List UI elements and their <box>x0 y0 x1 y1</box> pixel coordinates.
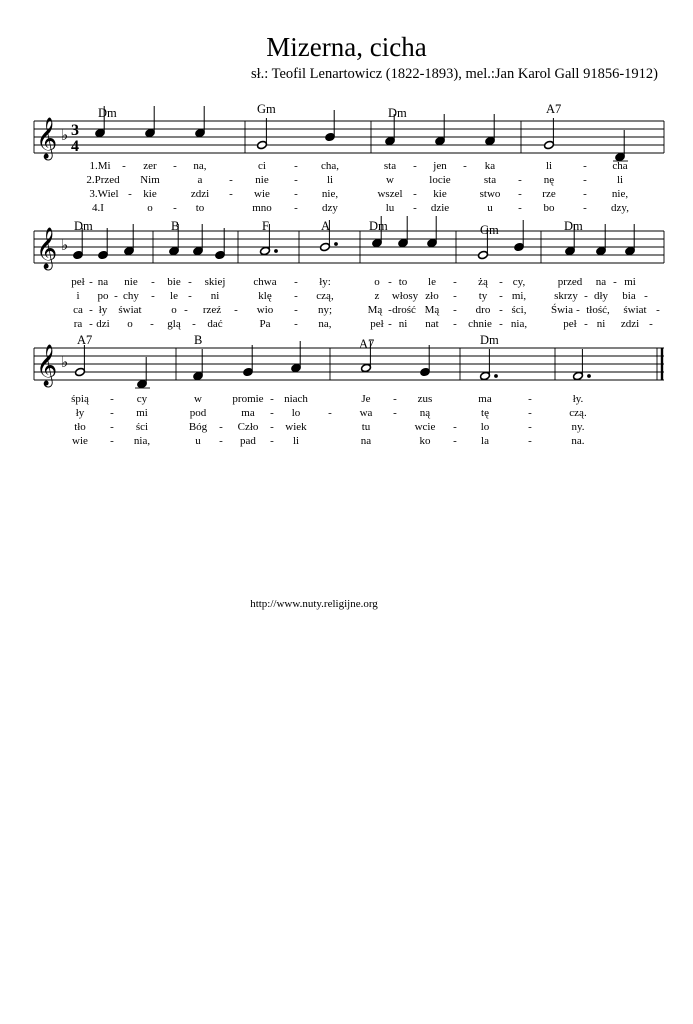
lyric-hyphen: - <box>393 393 397 405</box>
lyric-syllable: bia <box>622 290 636 302</box>
note <box>480 349 498 381</box>
note <box>573 349 591 381</box>
lyric-hyphen: - <box>518 202 522 214</box>
lyric-syllable: ły <box>98 304 108 316</box>
key-signature-flat-icon: ♭ <box>61 236 69 254</box>
lyric-syllable: wa <box>359 407 373 419</box>
lyric-syllable: ni <box>210 290 220 302</box>
lyric-hyphen: - <box>528 407 532 419</box>
treble-clef-icon: 𝄞 <box>36 345 58 386</box>
lyric-syllable: o <box>374 276 380 288</box>
lyric-syllable: cy, <box>512 276 526 288</box>
lyric-syllable: sta <box>483 174 497 186</box>
lyric-hyphen: - <box>219 421 223 433</box>
lyric-syllable: rzeź <box>202 304 222 316</box>
note <box>625 224 636 256</box>
lyric-syllable: 3.Wiel <box>89 188 119 200</box>
lyric-syllable: lo <box>480 421 490 433</box>
time-signature-bottom: 4 <box>71 138 79 155</box>
lyric-hyphen: - <box>583 160 587 172</box>
note <box>544 118 555 150</box>
lyric-syllable: mno <box>252 202 272 214</box>
lyric-syllable: ra <box>73 318 83 330</box>
lyric-syllable: nia, <box>133 435 151 447</box>
lyrics-system-3 <box>71 393 587 447</box>
lyric-hyphen: - <box>294 304 298 316</box>
chord-symbol: F <box>262 219 269 233</box>
lyric-hyphen: - <box>393 407 397 419</box>
lyric-syllable: na <box>97 276 109 288</box>
chord-symbol: A7 <box>77 333 93 347</box>
lyric-hyphen: - <box>270 435 274 447</box>
lyric-syllable: jen <box>433 160 447 172</box>
lyric-syllable: świat <box>118 304 142 316</box>
lyric-hyphen: - <box>110 393 114 405</box>
lyric-syllable: ły <box>75 407 85 419</box>
lyric-syllable: świat <box>623 304 647 316</box>
chord-symbol: Dm <box>369 219 388 233</box>
lyric-hyphen: - <box>583 174 587 186</box>
lyric-syllable: zdzi <box>620 318 640 330</box>
lyric-syllable: śpią <box>71 393 89 405</box>
lyric-syllable: promie <box>232 393 264 405</box>
chord-symbol: B <box>171 219 180 233</box>
lyric-hyphen: - <box>584 318 588 330</box>
lyric-syllable: ni <box>398 318 408 330</box>
lyric-syllable: klę <box>258 290 272 302</box>
lyric-syllable: pad <box>240 435 256 447</box>
lyric-syllable: kie <box>433 188 447 200</box>
note <box>215 228 226 260</box>
lyric-hyphen: - <box>413 202 417 214</box>
note <box>124 224 135 256</box>
lyric-hyphen: - <box>294 160 298 172</box>
lyric-syllable: sta <box>383 160 397 172</box>
lyric-syllable: dzy <box>322 202 338 214</box>
chord-symbol: Dm <box>74 219 93 233</box>
lyric-syllable: zdzi <box>190 188 210 200</box>
lyric-hyphen: - <box>114 290 118 302</box>
lyric-syllable: ty <box>478 290 488 302</box>
lyric-syllable: drość <box>392 304 416 316</box>
lyric-hyphen: - <box>528 421 532 433</box>
lyric-syllable: niach <box>284 393 308 405</box>
note <box>514 220 525 252</box>
lyric-hyphen: - <box>188 276 192 288</box>
note <box>420 345 431 377</box>
lyric-hyphen: - <box>270 393 274 405</box>
lyric-syllable: włosy <box>391 290 419 302</box>
lyric-syllable: ści, <box>511 304 527 316</box>
lyric-hyphen: - <box>453 290 457 302</box>
lyric-syllable: ka <box>484 160 496 172</box>
lyric-syllable: lu <box>385 202 395 214</box>
lyric-syllable: dzi <box>96 318 110 330</box>
lyric-hyphen: - <box>453 318 457 330</box>
key-signature-flat-icon: ♭ <box>61 353 69 371</box>
chord-symbol: Dm <box>564 219 583 233</box>
chord-symbol: A <box>321 219 331 233</box>
chord-symbol: A7 <box>359 337 375 351</box>
lyric-syllable: mi <box>136 407 148 419</box>
lyric-hyphen: - <box>499 304 503 316</box>
lyric-syllable: zer <box>143 160 157 172</box>
lyric-hyphen: - <box>270 407 274 419</box>
lyric-hyphen: - <box>173 202 177 214</box>
lyric-syllable: Je <box>361 393 371 405</box>
treble-clef-icon: 𝄞 <box>36 228 58 269</box>
lyric-syllable: nie <box>124 276 138 288</box>
lyric-syllable: Bóg <box>188 421 208 433</box>
lyric-hyphen: - <box>270 421 274 433</box>
lyric-syllable: żą <box>478 276 488 288</box>
lyric-syllable: peł <box>370 318 384 330</box>
lyric-hyphen: - <box>388 304 392 316</box>
note <box>325 110 336 142</box>
lyric-hyphen: - <box>234 304 238 316</box>
note <box>485 114 496 146</box>
lyric-syllable: ko <box>419 435 431 447</box>
lyric-syllable: cha, <box>320 160 340 172</box>
lyric-hyphen: - <box>150 318 154 330</box>
lyric-hyphen: - <box>583 202 587 214</box>
lyric-hyphen: - <box>89 304 93 316</box>
chord-symbol: A7 <box>546 102 562 116</box>
chord-symbol: Gm <box>480 223 499 237</box>
song-title: Mizerna, cicha <box>266 32 427 62</box>
lyric-hyphen: - <box>528 435 532 447</box>
lyric-syllable: zus <box>417 393 433 405</box>
lyric-hyphen: - <box>499 318 503 330</box>
lyric-hyphen: - <box>528 393 532 405</box>
lyric-syllable: bie <box>167 276 181 288</box>
treble-clef-icon: 𝄞 <box>36 118 58 159</box>
lyric-syllable: z <box>374 290 380 302</box>
lyric-syllable: i <box>76 290 80 302</box>
note <box>398 216 409 248</box>
lyric-hyphen: - <box>583 188 587 200</box>
lyric-syllable: na, <box>193 160 207 172</box>
note <box>596 224 607 256</box>
lyric-hyphen: - <box>294 276 298 288</box>
lyric-syllable: ną <box>419 407 431 419</box>
lyric-syllable: po <box>97 290 109 302</box>
lyric-hyphen: - <box>294 174 298 186</box>
lyric-syllable: cha <box>612 160 628 172</box>
lyric-syllable: stwo <box>479 188 501 200</box>
lyric-hyphen: - <box>229 188 233 200</box>
lyric-syllable: u <box>195 435 201 447</box>
lyric-hyphen: - <box>294 318 298 330</box>
staff-system-1 <box>34 102 664 214</box>
lyric-syllable: 2.Przed <box>86 174 120 186</box>
chord-symbol: Dm <box>388 106 407 120</box>
note <box>75 345 86 377</box>
lyric-syllable: nie, <box>611 188 629 200</box>
lyric-hyphen: - <box>656 304 660 316</box>
lyric-hyphen: - <box>613 276 617 288</box>
note <box>193 224 204 256</box>
lyric-syllable: mi <box>624 276 636 288</box>
lyric-syllable: Pa <box>259 318 271 330</box>
chord-symbol: Dm <box>98 106 117 120</box>
lyric-hyphen: - <box>192 318 196 330</box>
lyric-syllable: ma <box>241 407 255 419</box>
lyric-syllable: ści <box>135 421 149 433</box>
lyric-syllable: Świa <box>551 304 573 316</box>
lyric-syllable: li <box>326 174 334 186</box>
lyric-syllable: ma <box>478 393 492 405</box>
lyric-syllable: Mą <box>367 304 383 316</box>
note <box>243 345 254 377</box>
lyric-hyphen: - <box>89 276 93 288</box>
lyric-syllable: tu <box>361 421 371 433</box>
lyric-hyphen: - <box>518 174 522 186</box>
lyric-syllable: la <box>481 435 489 447</box>
lyric-hyphen: - <box>89 318 93 330</box>
lyric-syllable: ni <box>596 318 606 330</box>
note <box>135 357 150 389</box>
lyric-hyphen: - <box>219 435 223 447</box>
key-signature-flat-icon: ♭ <box>61 126 69 144</box>
lyric-hyphen: - <box>576 304 580 316</box>
note <box>291 341 302 373</box>
lyric-syllable: peł <box>71 276 85 288</box>
lyric-hyphen: - <box>328 407 332 419</box>
lyric-hyphen: - <box>110 421 114 433</box>
lyric-hyphen: - <box>388 318 392 330</box>
lyric-syllable: cy <box>136 393 148 405</box>
lyric-syllable: na <box>360 435 372 447</box>
lyric-hyphen: - <box>453 276 457 288</box>
lyric-hyphen: - <box>463 160 467 172</box>
lyric-hyphen: - <box>229 174 233 186</box>
lyric-syllable: Mą <box>424 304 440 316</box>
lyric-syllable: chy <box>123 290 139 302</box>
lyric-syllable: u <box>487 202 493 214</box>
lyric-hyphen: - <box>188 290 192 302</box>
lyric-syllable: przed <box>557 276 583 288</box>
time-signature-top: 3 <box>71 122 79 139</box>
lyric-syllable: Czło <box>237 421 259 433</box>
lyric-syllable: nie, <box>321 188 339 200</box>
lyric-syllable: ny. <box>571 421 585 433</box>
note <box>613 130 628 162</box>
lyric-syllable: w <box>194 393 202 405</box>
lyric-syllable: chwa <box>253 276 277 288</box>
lyric-hyphen: - <box>388 276 392 288</box>
lyric-syllable: wie <box>254 188 270 200</box>
lyric-syllable: lo <box>291 407 301 419</box>
lyric-hyphen: - <box>499 276 503 288</box>
lyric-syllable: nat <box>425 318 439 330</box>
note <box>193 349 204 381</box>
note <box>435 114 446 146</box>
song-credits: sł.: Teofil Lenartowicz (1822-1893), mel.:Jan Karol Gall 91856-1912) <box>250 66 658 82</box>
lyric-hyphen: - <box>173 160 177 172</box>
lyric-hyphen: - <box>122 160 126 172</box>
lyric-syllable: wie <box>72 435 88 447</box>
lyric-hyphen: - <box>649 318 653 330</box>
lyric-syllable: na <box>595 276 607 288</box>
lyric-hyphen: - <box>110 407 114 419</box>
note <box>257 118 268 150</box>
lyric-syllable: tło <box>74 421 86 433</box>
lyric-syllable: nę <box>543 174 555 186</box>
lyric-hyphen: - <box>413 188 417 200</box>
lyric-syllable: mi, <box>511 290 527 302</box>
lyric-hyphen: - <box>294 202 298 214</box>
note <box>427 216 438 248</box>
note <box>98 228 109 260</box>
lyric-syllable: rze <box>542 188 556 200</box>
lyric-syllable: le <box>170 290 178 302</box>
lyric-hyphen: - <box>584 290 588 302</box>
lyric-syllable: kie <box>143 188 157 200</box>
lyric-syllable: 1.Mi <box>89 160 111 172</box>
lyric-hyphen: - <box>453 435 457 447</box>
lyric-syllable: o <box>147 202 153 214</box>
footer-url: http://www.nuty.religijne.org <box>250 598 378 610</box>
lyric-syllable: 4.I <box>92 202 104 214</box>
chord-symbol: Gm <box>257 102 276 116</box>
lyric-syllable: wiek <box>285 421 307 433</box>
lyric-hyphen: - <box>499 290 503 302</box>
lyric-syllable: Nim <box>140 174 160 186</box>
lyric-syllable: le <box>428 276 436 288</box>
lyric-hyphen: - <box>453 421 457 433</box>
lyric-hyphen: - <box>294 188 298 200</box>
lyric-syllable: tę <box>481 407 489 419</box>
lyric-syllable: a <box>197 174 203 186</box>
chord-symbol: B <box>194 333 203 347</box>
staff-system-3 <box>34 333 664 447</box>
lyric-syllable: czą. <box>569 407 587 419</box>
lyric-syllable: to <box>195 202 205 214</box>
lyric-syllable: wcie <box>414 421 436 433</box>
staff-system-2 <box>34 216 664 330</box>
lyric-hyphen: - <box>413 160 417 172</box>
note <box>145 106 156 138</box>
lyric-hyphen: - <box>151 290 155 302</box>
lyric-syllable: bo <box>543 202 555 214</box>
lyric-syllable: chnie <box>468 318 492 330</box>
lyric-syllable: locie <box>429 174 451 186</box>
lyric-syllable: skiej <box>204 276 226 288</box>
lyric-syllable: dzie <box>430 202 450 214</box>
lyric-hyphen: - <box>110 435 114 447</box>
lyric-syllable: peł <box>563 318 577 330</box>
lyric-syllable: w <box>386 174 394 186</box>
lyric-syllable: nia, <box>510 318 528 330</box>
lyric-syllable: to <box>398 276 408 288</box>
chord-symbol: Dm <box>480 333 499 347</box>
lyric-syllable: skrzy <box>554 290 578 302</box>
lyric-syllable: pod <box>189 407 207 419</box>
lyric-syllable: wszel <box>377 188 403 200</box>
lyric-syllable: dły <box>593 290 609 302</box>
lyric-syllable: ci <box>258 160 266 172</box>
lyric-syllable: wio <box>256 304 274 316</box>
lyric-hyphen: - <box>453 304 457 316</box>
lyric-syllable: nie <box>255 174 269 186</box>
lyric-syllable: ny; <box>317 304 333 316</box>
lyric-syllable: li <box>292 435 300 447</box>
lyric-syllable: dać <box>207 318 223 330</box>
lyric-syllable: na, <box>318 318 332 330</box>
lyric-syllable: ca <box>73 304 83 316</box>
lyric-syllable: li <box>616 174 624 186</box>
lyric-syllable: o <box>127 318 133 330</box>
lyric-syllable: na. <box>571 435 585 447</box>
lyric-hyphen: - <box>518 188 522 200</box>
lyric-syllable: li <box>545 160 553 172</box>
lyric-syllable: dro <box>475 304 491 316</box>
lyric-syllable: glą <box>167 318 181 330</box>
lyric-syllable: dzy, <box>611 202 629 214</box>
lyric-syllable: tłość, <box>586 304 610 316</box>
lyric-hyphen: - <box>128 188 132 200</box>
lyrics-system-1 <box>86 160 629 214</box>
lyric-syllable: ły. <box>572 393 584 405</box>
lyrics-system-2 <box>71 276 660 330</box>
lyric-hyphen: - <box>151 276 155 288</box>
lyric-syllable: o <box>171 304 177 316</box>
lyric-syllable: ły: <box>319 276 331 288</box>
note <box>195 106 206 138</box>
lyric-hyphen: - <box>184 304 188 316</box>
lyric-hyphen: - <box>294 290 298 302</box>
lyric-syllable: czą, <box>316 290 334 302</box>
lyric-syllable: zło <box>425 290 439 302</box>
lyric-hyphen: - <box>644 290 648 302</box>
